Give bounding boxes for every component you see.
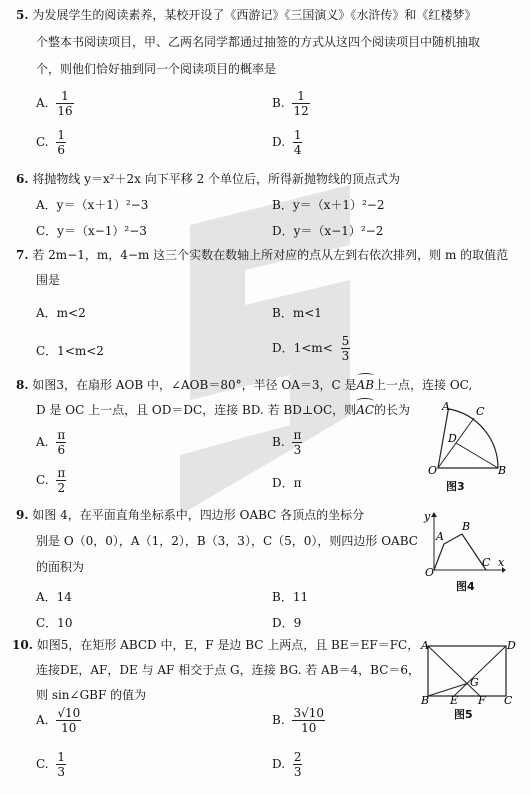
q9-option-a[interactable]: A．14 [36, 590, 72, 604]
q10-option-c[interactable]: C. $\frac{1}{3}$ [36, 750, 66, 779]
q7-number: 7. [16, 248, 29, 262]
fig5-label-g: G [470, 676, 479, 689]
fig4-label-o: O [425, 566, 435, 579]
q10-text1: 如图5，在矩形 ABCD 中，E，F 是边 BC 上两点，且 BE＝EF＝FC， [36, 638, 420, 652]
figure-4-quadrilateral [422, 510, 506, 579]
q5-option-a[interactable]: A. $\frac{1}{16}$ [36, 89, 73, 118]
q8-line2: D 是 OC 上一点，且 OD＝DC，连接 BD. 若 BD⊥OC，则AC的长为 [36, 401, 410, 420]
q9-line1 [16, 506, 364, 525]
q10-number: 10. [12, 638, 33, 652]
q5-text1: 为发展学生的阅读素养，某校开设了《西游记》《三国演义》《水浒传》和《红楼梦》 [32, 8, 477, 22]
fig4-label-y: y [424, 510, 431, 523]
q6-option-a[interactable]: A．y＝（x＋1）²−3 [36, 198, 149, 212]
fig4-label-b: B [462, 520, 471, 533]
q5-option-c[interactable]: C. $\frac{1}{6}$ [36, 128, 66, 157]
figure-3-caption: 图3 [446, 480, 465, 493]
q6-line1 [16, 170, 400, 189]
figure-5-rectangle [418, 638, 516, 707]
fig4-label-x: x [498, 556, 505, 569]
q8-number: 8. [16, 378, 29, 392]
q5-option-d[interactable]: D. $\frac{1}{4}$ [272, 128, 302, 157]
fig3-label-c: C [476, 405, 485, 418]
fig5-label-c: C [504, 694, 513, 707]
figure-4-caption: 图4 [456, 580, 475, 593]
fig5-label-a: A [421, 639, 429, 652]
q10-option-d[interactable]: D. $\frac{2}{3}$ [272, 750, 302, 779]
fig3-label-b: B [498, 464, 507, 477]
q5-number: 5. [16, 8, 29, 22]
q6-option-b[interactable]: B．y＝（x＋1）²−2 [272, 198, 385, 212]
q6-text: 将抛物线 y＝x²＋2x 向下平移 2 个单位后，所得新抛物线的顶点式为 [32, 172, 401, 186]
q6-option-d[interactable]: D．y＝（x−1）²−2 [272, 224, 384, 238]
q9-text3: 的面积为 [36, 560, 85, 574]
q5-text3: 个，则他们恰好抽到同一个阅读项目的概率是 [36, 62, 277, 76]
q10-line1 [12, 636, 419, 655]
q8-line1: 8. 如图3，在扇形 AOB 中，∠AOB＝80°，半径 OA＝3，C 是AB上一点，连接 OC, [16, 376, 472, 395]
figure-3-sector [426, 398, 506, 476]
q7-option-a[interactable]: A．m<2 [36, 306, 86, 320]
fig5-label-e: E [450, 694, 459, 707]
q5-line1 [16, 6, 476, 25]
q7-line1 [16, 246, 508, 265]
fig5-label-d: D [507, 639, 516, 652]
q6-number: 6. [16, 172, 29, 186]
q5-option-b[interactable]: B. $\frac{1}{12}$ [272, 89, 309, 118]
q7-text1: 若 2m−1，m，4−m 这三个实数在数轴上所对应的点从左到右依次排列，则 m 的取值范 [32, 248, 509, 262]
q7-text2: 围是 [36, 273, 61, 287]
q5-text2: 个整本书阅读项目，甲、乙两名同学都通过抽签的方式从这四个阅读项目中随机抽取 [36, 35, 481, 49]
q7-option-c[interactable]: C．1<m<2 [36, 344, 104, 358]
fig3-label-a: A [442, 400, 450, 413]
fig3-label-d: D [448, 432, 457, 445]
q9-text1: 如图 4，在平面直角坐标系中，四边形 OABC 各顶点的坐标分 [32, 508, 365, 522]
q8-option-a[interactable]: A. $\frac{\pi}{6}$ [36, 428, 66, 457]
q9-option-c[interactable]: C．10 [36, 616, 73, 630]
figure-5-caption: 图5 [454, 708, 473, 721]
q10-option-b[interactable]: B. $\frac{3√10}{10}$ [272, 706, 325, 735]
q8-option-b[interactable]: B. $\frac{\pi}{3}$ [272, 428, 302, 457]
arc-ac-symbol: AC [356, 401, 374, 420]
fig3-label-o: O [428, 464, 438, 477]
fig4-label-c: C [482, 556, 491, 569]
q9-text2: 别是 O（0，0），A（1，2），B（3，3），C（5，0），则四边形 OABC [36, 534, 418, 548]
q10-option-a[interactable]: A. $\frac{√10}{10}$ [36, 706, 81, 735]
q7-option-b[interactable]: B．m<1 [272, 306, 322, 320]
fig5-label-b: B [421, 694, 430, 707]
q10-text3: 则 sin∠GBF 的值为 [36, 688, 147, 702]
q6-option-c[interactable]: C．y＝（x−1）²−3 [36, 224, 147, 238]
fig4-label-a: A [436, 530, 444, 543]
q9-option-d[interactable]: D．9 [272, 616, 302, 630]
fig5-label-f: F [478, 694, 486, 707]
q10-text2: 连接DE，AF，DE 与 AF 相交于点 G，连接 BG. 若 AB＝4，BC＝6， [36, 663, 421, 677]
q8-option-d[interactable]: D．π [272, 476, 302, 490]
q9-number: 9. [16, 508, 29, 522]
q8-option-c[interactable]: C. $\frac{\pi}{2}$ [36, 466, 66, 495]
arc-ab-symbol: AB [357, 376, 374, 395]
q7-option-d[interactable]: D．1<m< $\frac{5}{3}$ [272, 334, 350, 363]
q9-option-b[interactable]: B．11 [272, 590, 309, 604]
